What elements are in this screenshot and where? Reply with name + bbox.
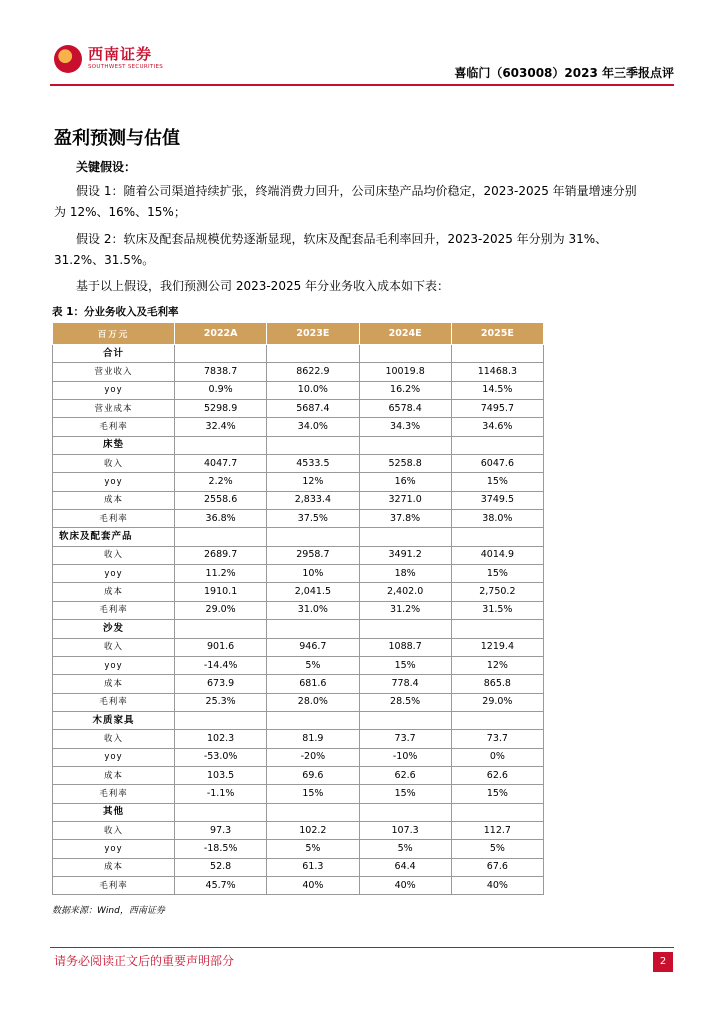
- value-cell: 10019.8: [359, 363, 451, 381]
- value-cell: 7495.7: [451, 400, 543, 418]
- value-cell: 15%: [267, 785, 359, 803]
- value-cell: 11.2%: [175, 565, 267, 583]
- empty-cell: [359, 436, 451, 454]
- empty-cell: [175, 345, 267, 363]
- value-cell: 73.7: [451, 730, 543, 748]
- value-cell: 40%: [359, 876, 451, 894]
- value-cell: 31.5%: [451, 601, 543, 619]
- value-cell: 36.8%: [175, 510, 267, 528]
- empty-cell: [267, 528, 359, 546]
- value-cell: 673.9: [175, 675, 267, 693]
- table-section-row: [53, 436, 544, 454]
- table-row: [53, 730, 544, 748]
- value-cell: 4533.5: [267, 455, 359, 473]
- value-cell: 31.0%: [267, 601, 359, 619]
- value-cell: 946.7: [267, 638, 359, 656]
- value-cell: 3749.5: [451, 491, 543, 509]
- row-label: 营业收入: [53, 363, 175, 381]
- row-label: 营业成本: [53, 400, 175, 418]
- section-title: 盈利预测与估值: [54, 128, 180, 149]
- value-cell: 37.8%: [359, 510, 451, 528]
- empty-cell: [175, 711, 267, 729]
- empty-cell: [451, 436, 543, 454]
- row-label: 毛利率: [53, 876, 175, 894]
- section-label: 其他: [53, 803, 175, 821]
- value-cell: 103.5: [175, 766, 267, 784]
- value-cell: 2689.7: [175, 546, 267, 564]
- empty-cell: [267, 803, 359, 821]
- value-cell: 107.3: [359, 821, 451, 839]
- forecast-intro-paragraph: [54, 276, 644, 297]
- section-label: 木质家具: [53, 711, 175, 729]
- row-label: yoy: [53, 656, 175, 674]
- table-row: [53, 766, 544, 784]
- value-cell: -18.5%: [175, 840, 267, 858]
- table-row: [53, 400, 544, 418]
- value-cell: 12%: [267, 473, 359, 491]
- value-cell: 52.8: [175, 858, 267, 876]
- value-cell: 64.4: [359, 858, 451, 876]
- table-row: [53, 656, 544, 674]
- row-label: yoy: [53, 381, 175, 399]
- value-cell: 16.2%: [359, 381, 451, 399]
- empty-cell: [175, 436, 267, 454]
- table-row: [53, 583, 544, 601]
- value-cell: 62.6: [359, 766, 451, 784]
- page-header: [50, 38, 674, 82]
- value-cell: 29.0%: [451, 693, 543, 711]
- value-cell: 778.4: [359, 675, 451, 693]
- table-row: [53, 858, 544, 876]
- assumption-2-text: 假设 2：软床及配套品规模优势逐渐显现，软床及配套品毛利率回升，2023-2025 年分别为 31%、31.2%、31.5%。: [54, 232, 608, 267]
- table-row: [53, 693, 544, 711]
- value-cell: 7838.7: [175, 363, 267, 381]
- value-cell: -20%: [267, 748, 359, 766]
- table-row: [53, 491, 544, 509]
- table-row: [53, 675, 544, 693]
- forecast-intro-text: 基于以上假设，我们预测公司 2023-2025 年分业务收入成本如下表：: [76, 279, 450, 293]
- report-title: 喜临门（603008）2023 年三季报点评: [454, 66, 674, 80]
- row-label: 成本: [53, 858, 175, 876]
- value-cell: 2,402.0: [359, 583, 451, 601]
- empty-cell: [359, 345, 451, 363]
- value-cell: 5%: [451, 840, 543, 858]
- row-label: 收入: [53, 730, 175, 748]
- value-cell: 40%: [267, 876, 359, 894]
- table-row: [53, 455, 544, 473]
- value-cell: 38.0%: [451, 510, 543, 528]
- row-label: 成本: [53, 766, 175, 784]
- assumption-1-paragraph: [54, 181, 644, 223]
- table-row: [53, 565, 544, 583]
- empty-cell: [175, 803, 267, 821]
- value-cell: 16%: [359, 473, 451, 491]
- value-cell: 10%: [267, 565, 359, 583]
- value-cell: 45.7%: [175, 876, 267, 894]
- key-assumptions-heading: 关键假设：: [76, 160, 137, 174]
- value-cell: 4014.9: [451, 546, 543, 564]
- value-cell: 15%: [359, 656, 451, 674]
- value-cell: 5687.4: [267, 400, 359, 418]
- data-source-note: 数据来源：Wind，西南证券: [52, 906, 165, 916]
- value-cell: 901.6: [175, 638, 267, 656]
- value-cell: 12%: [451, 656, 543, 674]
- value-cell: 73.7: [359, 730, 451, 748]
- value-cell: 15%: [451, 565, 543, 583]
- disclaimer-notice: 请务必阅读正文后的重要声明部分: [54, 954, 235, 968]
- value-cell: 865.8: [451, 675, 543, 693]
- table-row: [53, 876, 544, 894]
- header-2025e: 2025E: [451, 323, 543, 345]
- empty-cell: [451, 528, 543, 546]
- value-cell: 6047.6: [451, 455, 543, 473]
- value-cell: 15%: [451, 473, 543, 491]
- value-cell: 2958.7: [267, 546, 359, 564]
- row-label: 收入: [53, 638, 175, 656]
- row-label: yoy: [53, 473, 175, 491]
- header-divider: [50, 84, 674, 86]
- value-cell: 15%: [359, 785, 451, 803]
- value-cell: 15%: [451, 785, 543, 803]
- row-label: 毛利率: [53, 418, 175, 436]
- row-label: 收入: [53, 821, 175, 839]
- value-cell: 62.6: [451, 766, 543, 784]
- value-cell: 102.2: [267, 821, 359, 839]
- value-cell: 2.2%: [175, 473, 267, 491]
- empty-cell: [451, 345, 543, 363]
- value-cell: 34.0%: [267, 418, 359, 436]
- table-caption: 表 1：分业务收入及毛利率: [52, 306, 179, 318]
- table-row: [53, 546, 544, 564]
- value-cell: 81.9: [267, 730, 359, 748]
- value-cell: 37.5%: [267, 510, 359, 528]
- section-label: 沙发: [53, 620, 175, 638]
- row-label: 收入: [53, 546, 175, 564]
- row-label: 成本: [53, 491, 175, 509]
- table-row: [53, 473, 544, 491]
- value-cell: 69.6: [267, 766, 359, 784]
- value-cell: 681.6: [267, 675, 359, 693]
- logo-chinese-name: 西南证券: [88, 45, 153, 63]
- value-cell: 2,833.4: [267, 491, 359, 509]
- value-cell: 5%: [267, 656, 359, 674]
- value-cell: 5%: [359, 840, 451, 858]
- empty-cell: [267, 711, 359, 729]
- value-cell: 34.6%: [451, 418, 543, 436]
- page-number: 2: [653, 952, 673, 972]
- section-label: 床垫: [53, 436, 175, 454]
- logo-english-name: SOUTHWEST SECURITIES: [88, 64, 164, 70]
- value-cell: -10%: [359, 748, 451, 766]
- table-row: [53, 785, 544, 803]
- table-row: [53, 363, 544, 381]
- header-2023e: 2023E: [267, 323, 359, 345]
- value-cell: 2558.6: [175, 491, 267, 509]
- value-cell: 1219.4: [451, 638, 543, 656]
- empty-cell: [175, 620, 267, 638]
- section-label: 合计: [53, 345, 175, 363]
- value-cell: 28.5%: [359, 693, 451, 711]
- value-cell: 2,041.5: [267, 583, 359, 601]
- empty-cell: [359, 620, 451, 638]
- value-cell: 5%: [267, 840, 359, 858]
- table-row: [53, 510, 544, 528]
- header-2024e: 2024E: [359, 323, 451, 345]
- table-section-row: [53, 620, 544, 638]
- empty-cell: [359, 528, 451, 546]
- value-cell: 8622.9: [267, 363, 359, 381]
- empty-cell: [175, 528, 267, 546]
- value-cell: 3491.2: [359, 546, 451, 564]
- table-section-row: [53, 528, 544, 546]
- table-section-row: [53, 803, 544, 821]
- assumption-2-paragraph: [54, 229, 644, 271]
- value-cell: 102.3: [175, 730, 267, 748]
- table-row: [53, 840, 544, 858]
- value-cell: 28.0%: [267, 693, 359, 711]
- value-cell: 1910.1: [175, 583, 267, 601]
- table-section-row: [53, 711, 544, 729]
- section-label: 软床及配套产品: [53, 528, 175, 546]
- value-cell: -14.4%: [175, 656, 267, 674]
- header-2022a: 2022A: [175, 323, 267, 345]
- row-label: 毛利率: [53, 601, 175, 619]
- empty-cell: [359, 711, 451, 729]
- empty-cell: [267, 620, 359, 638]
- table-row: [53, 601, 544, 619]
- empty-cell: [359, 803, 451, 821]
- empty-cell: [267, 345, 359, 363]
- value-cell: 25.3%: [175, 693, 267, 711]
- footer-divider: [50, 947, 674, 948]
- assumption-1-text: 假设 1：随着公司渠道持续扩张，终端消费力回升，公司床垫产品均价稳定，2023-2025 年销量增速分别为 12%、16%、15%；: [54, 184, 637, 219]
- segment-revenue-table: [52, 322, 544, 895]
- value-cell: 31.2%: [359, 601, 451, 619]
- company-logo: [50, 41, 210, 77]
- empty-cell: [451, 620, 543, 638]
- table-row: [53, 638, 544, 656]
- empty-cell: [451, 803, 543, 821]
- value-cell: 18%: [359, 565, 451, 583]
- row-label: 毛利率: [53, 693, 175, 711]
- row-label: yoy: [53, 840, 175, 858]
- value-cell: 97.3: [175, 821, 267, 839]
- row-label: 毛利率: [53, 785, 175, 803]
- value-cell: 34.3%: [359, 418, 451, 436]
- header-unit: 百万元: [53, 323, 175, 345]
- value-cell: 61.3: [267, 858, 359, 876]
- table-header-row: [53, 323, 544, 345]
- value-cell: 5258.8: [359, 455, 451, 473]
- value-cell: 1088.7: [359, 638, 451, 656]
- value-cell: 4047.7: [175, 455, 267, 473]
- row-label: yoy: [53, 565, 175, 583]
- table-row: [53, 381, 544, 399]
- value-cell: 32.4%: [175, 418, 267, 436]
- value-cell: 0.9%: [175, 381, 267, 399]
- value-cell: 11468.3: [451, 363, 543, 381]
- table-section-row: [53, 345, 544, 363]
- empty-cell: [451, 711, 543, 729]
- value-cell: 40%: [451, 876, 543, 894]
- value-cell: -1.1%: [175, 785, 267, 803]
- value-cell: 10.0%: [267, 381, 359, 399]
- value-cell: 5298.9: [175, 400, 267, 418]
- value-cell: 3271.0: [359, 491, 451, 509]
- row-label: yoy: [53, 748, 175, 766]
- value-cell: 67.6: [451, 858, 543, 876]
- row-label: 毛利率: [53, 510, 175, 528]
- table-row: [53, 821, 544, 839]
- table-row: [53, 418, 544, 436]
- value-cell: 29.0%: [175, 601, 267, 619]
- value-cell: -53.0%: [175, 748, 267, 766]
- empty-cell: [267, 436, 359, 454]
- row-label: 收入: [53, 455, 175, 473]
- value-cell: 2,750.2: [451, 583, 543, 601]
- value-cell: 14.5%: [451, 381, 543, 399]
- value-cell: 112.7: [451, 821, 543, 839]
- table-body: [53, 345, 544, 895]
- table-row: [53, 748, 544, 766]
- logo-emblem-icon: [54, 45, 82, 73]
- value-cell: 6578.4: [359, 400, 451, 418]
- row-label: 成本: [53, 675, 175, 693]
- value-cell: 0%: [451, 748, 543, 766]
- row-label: 成本: [53, 583, 175, 601]
